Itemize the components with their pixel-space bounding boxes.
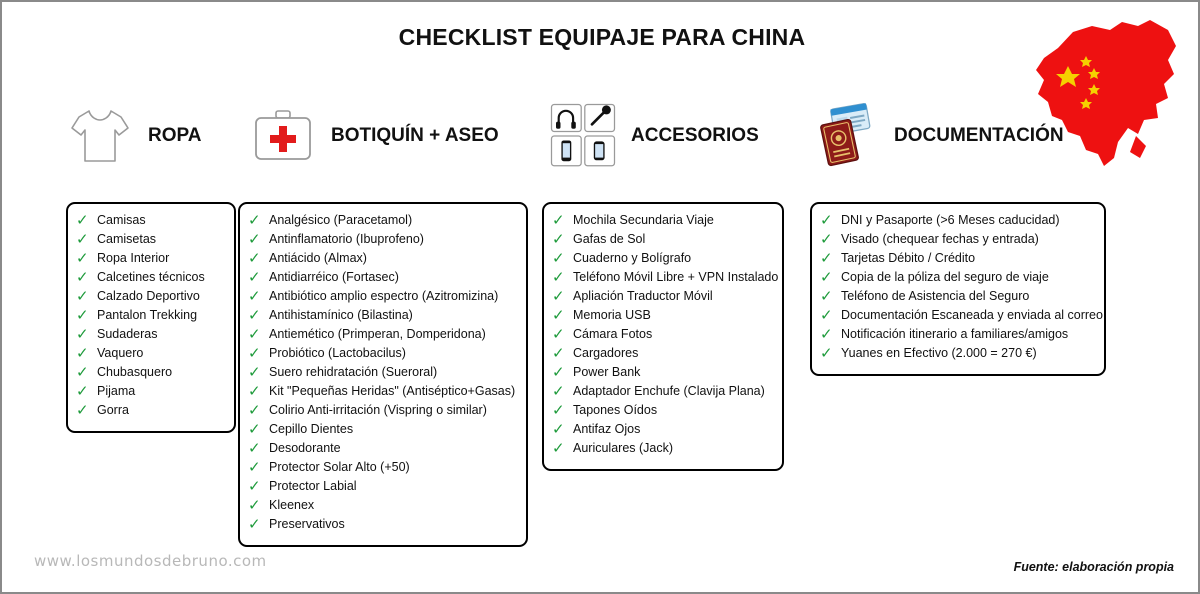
check-icon: ✓: [248, 458, 261, 476]
list-item[interactable]: ✓ Yuanes en Efectivo (2.000 = 270 €): [820, 344, 1037, 362]
checklist-botiquin: [238, 202, 528, 547]
check-icon: ✓: [552, 230, 565, 248]
list-item[interactable]: ✓ Vaquero: [76, 344, 144, 362]
list-item[interactable]: ✓ DNI y Pasaporte (>6 Meses caducidad): [820, 211, 1060, 229]
checklist-documentacion: [810, 202, 1106, 376]
check-icon: ✓: [76, 363, 89, 381]
check-icon: ✓: [552, 211, 565, 229]
list-item[interactable]: ✓ Probiótico (Lactobacilus): [248, 344, 406, 362]
column-header-documentacion: [810, 100, 1064, 172]
column-header-ropa: [64, 100, 201, 172]
list-item[interactable]: ✓ Antiácido (Almax): [248, 249, 367, 267]
list-item[interactable]: ✓ Mochila Secundaria Viaje: [552, 211, 714, 229]
list-item[interactable]: ✓ Kit "Pequeñas Heridas" (Antiséptico+Gasas): [248, 382, 516, 400]
check-icon: ✓: [552, 420, 565, 438]
list-item[interactable]: ✓ Cámara Fotos: [552, 325, 653, 343]
check-icon: ✓: [248, 249, 261, 267]
check-icon: ✓: [552, 401, 565, 419]
list-item[interactable]: ✓ Visado (chequear fechas y entrada): [820, 230, 1039, 248]
check-icon: ✓: [552, 325, 565, 343]
list-item[interactable]: ✓ Chubasquero: [76, 363, 173, 381]
list-item[interactable]: ✓ Calcetines técnicos: [76, 268, 205, 286]
list-item[interactable]: ✓ Camisas: [76, 211, 146, 229]
check-icon: ✓: [76, 249, 89, 267]
list-item[interactable]: ✓ Ropa Interior: [76, 249, 170, 267]
passport-icon: [810, 100, 882, 172]
check-icon: ✓: [76, 268, 89, 286]
check-icon: ✓: [76, 325, 89, 343]
check-icon: ✓: [248, 287, 261, 305]
list-item[interactable]: ✓ Adaptador Enchufe (Clavija Plana): [552, 382, 765, 400]
page-title: CHECKLIST EQUIPAJE PARA CHINA: [398, 24, 806, 50]
list-item[interactable]: ✓ Antinflamatorio (Ibuprofeno): [248, 230, 424, 248]
check-icon: ✓: [76, 230, 89, 248]
list-item[interactable]: ✓ Teléfono de Asistencia del Seguro: [820, 287, 1030, 305]
check-icon: ✓: [248, 515, 261, 533]
check-icon: ✓: [248, 344, 261, 362]
list-item[interactable]: ✓ Protector Solar Alto (+50): [248, 458, 410, 476]
check-icon: ✓: [552, 306, 565, 324]
list-item[interactable]: ✓ Colirio Anti-irritación (Vispring o similar): [248, 401, 487, 419]
check-icon: ✓: [552, 249, 565, 267]
check-icon: ✓: [820, 306, 833, 324]
column-title: BOTIQUÍN + ASEO: [331, 125, 499, 146]
first-aid-kit-icon: [247, 100, 319, 172]
check-icon: ✓: [248, 382, 261, 400]
check-icon: ✓: [552, 268, 565, 286]
list-item[interactable]: ✓ Auriculares (Jack): [552, 439, 674, 457]
check-icon: ✓: [76, 344, 89, 362]
list-item[interactable]: ✓ Memoria USB: [552, 306, 651, 324]
check-icon: ✓: [248, 306, 261, 324]
check-icon: ✓: [76, 306, 89, 324]
check-icon: ✓: [248, 477, 261, 495]
check-icon: ✓: [820, 268, 833, 286]
check-icon: ✓: [820, 230, 833, 248]
check-icon: ✓: [820, 344, 833, 362]
list-item[interactable]: ✓ Antihistamínico (Bilastina): [248, 306, 413, 324]
check-icon: ✓: [76, 382, 89, 400]
check-icon: ✓: [820, 325, 833, 343]
list-item[interactable]: ✓ Cuaderno y Bolígrafo: [552, 249, 692, 267]
list-item[interactable]: ✓ Notificación itinerario a familiares/amigos: [820, 325, 1069, 343]
list-item[interactable]: ✓ Apliación Traductor Móvil: [552, 287, 713, 305]
check-icon: ✓: [248, 230, 261, 248]
list-item[interactable]: ✓ Suero rehidratación (Sueroral): [248, 363, 438, 381]
site-watermark: www.losmundosdebruno.com: [34, 552, 267, 570]
list-item[interactable]: ✓ Antiemético (Primperan, Domperidona): [248, 325, 486, 343]
list-item[interactable]: ✓ Analgésico (Paracetamol): [248, 211, 413, 229]
list-item[interactable]: ✓ Desodorante: [248, 439, 341, 457]
list-item[interactable]: ✓ Protector Labial: [248, 477, 357, 495]
check-icon: ✓: [552, 439, 565, 457]
list-item[interactable]: ✓ Antidiarréico (Fortasec): [248, 268, 399, 286]
list-item[interactable]: ✓ Cargadores: [552, 344, 639, 362]
check-icon: ✓: [820, 249, 833, 267]
check-icon: ✓: [248, 325, 261, 343]
check-icon: ✓: [248, 496, 261, 514]
check-icon: ✓: [248, 363, 261, 381]
check-icon: ✓: [820, 287, 833, 305]
check-icon: ✓: [76, 401, 89, 419]
check-icon: ✓: [552, 344, 565, 362]
list-item[interactable]: ✓ Kleenex: [248, 496, 315, 514]
check-icon: ✓: [76, 211, 89, 229]
column-header-accesorios: [547, 100, 759, 172]
list-item[interactable]: ✓ Teléfono Móvil Libre + VPN Instalado: [552, 268, 779, 286]
tshirt-icon: [64, 100, 136, 172]
column-title: ROPA: [148, 125, 202, 146]
list-item[interactable]: ✓ Antibiótico amplio espectro (Azitromizina): [248, 287, 499, 305]
list-item[interactable]: ✓ Antifaz Ojos: [552, 420, 641, 438]
check-icon: ✓: [248, 401, 261, 419]
list-item[interactable]: ✓ Pijama: [76, 382, 136, 400]
checklist-accesorios: [542, 202, 784, 471]
check-icon: ✓: [552, 363, 565, 381]
list-item[interactable]: ✓ Pantalon Trekking: [76, 306, 198, 324]
check-icon: ✓: [248, 211, 261, 229]
check-icon: ✓: [552, 382, 565, 400]
list-item[interactable]: ✓ Cepillo Dientes: [248, 420, 354, 438]
list-item[interactable]: ✓ Documentación Escaneada y enviada al correo: [820, 306, 1103, 324]
list-item[interactable]: ✓ Tapones Oídos: [552, 401, 658, 419]
list-item[interactable]: ✓ Gafas de Sol: [552, 230, 646, 248]
list-item[interactable]: ✓ Copia de la póliza del seguro de viaje: [820, 268, 1049, 286]
list-item[interactable]: ✓ Power Bank: [552, 363, 641, 381]
source-note: Fuente: elaboración propia: [1013, 560, 1174, 574]
list-item[interactable]: ✓ Calzado Deportivo: [76, 287, 200, 305]
column-title: ACCESORIOS: [631, 125, 759, 146]
check-icon: ✓: [248, 268, 261, 286]
list-item[interactable]: ✓ Gorra: [76, 401, 129, 419]
list-item[interactable]: ✓ Tarjetas Débito / Crédito: [820, 249, 976, 267]
check-icon: ✓: [552, 287, 565, 305]
column-title: DOCUMENTACIÓN: [894, 125, 1064, 146]
check-icon: ✓: [248, 439, 261, 457]
list-item[interactable]: ✓ Sudaderas: [76, 325, 158, 343]
check-icon: ✓: [820, 211, 833, 229]
list-item[interactable]: ✓ Preservativos: [248, 515, 345, 533]
checklist-ropa: [66, 202, 236, 433]
check-icon: ✓: [248, 420, 261, 438]
check-icon: ✓: [76, 287, 89, 305]
list-item[interactable]: ✓ Camisetas: [76, 230, 157, 248]
devices-icon: [547, 100, 619, 172]
column-header-botiquin: [247, 100, 499, 172]
